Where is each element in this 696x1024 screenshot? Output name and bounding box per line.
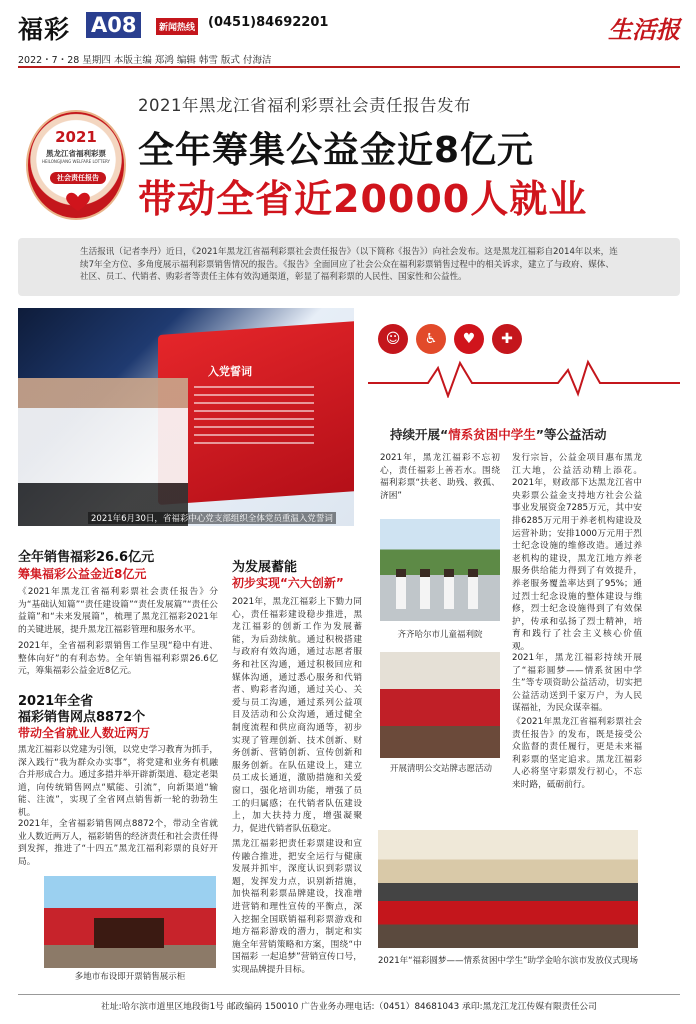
- volunteer-activity-photo: [380, 652, 500, 758]
- childrens-welfare-photo: [380, 519, 500, 621]
- left-heading-1: 全年销售福彩26.6亿元: [18, 550, 155, 565]
- right-section-title: [390, 425, 606, 443]
- volunteer-photo-caption: 开展清明公交站牌志愿活动: [389, 764, 492, 774]
- headline-subtitle: 2021年黑龙江省福利彩票社会责任报告发布: [138, 96, 471, 115]
- elderly-care-icon: ☺: [378, 324, 408, 354]
- mid-heading: 为发展蓄能: [232, 560, 298, 575]
- hotline-number: (0451)84692201: [208, 15, 329, 30]
- right-paragraph-1: 2021年，黑龙江福彩不忘初心，责任福彩上善若水。围绕福利彩票“扶老、助残、救孤、济困”: [380, 453, 500, 501]
- masthead-divider: [18, 66, 680, 68]
- shop-doorway: [94, 918, 164, 948]
- lottery-shop-photo: [44, 876, 216, 968]
- scholarship-ceremony-photo: [378, 830, 638, 948]
- oath-banner-title: 入党誓词: [208, 365, 252, 378]
- right-title-post: ”等公益活动: [535, 427, 607, 442]
- hotline-tag: 新闻热线: [156, 18, 198, 35]
- mid-paragraph-2: 黑龙江福彩把责任彩票建设和宣传融合推进，把安全运行与健康发展并抓牢，深度认识到彩票议题，发挥发力点，识别新措施，加快福利彩票品牌建设，找准增进营销和理性宣传的平衡点，深入挖掘全国联销福利彩票游戏和地方福彩游戏的潜力，制定和实施全年营销策略和方案，围绕“中国福彩 一起追梦”营销宣传口号，实现品牌提升目标。: [232, 839, 362, 975]
- report-emblem: [26, 110, 126, 220]
- newspaper-logo: 生活报: [608, 15, 680, 44]
- right-paragraph-3: 2021年，黑龙江福彩持续开展了“福彩圆梦——情系贫困中学生”等专项资助公益活动，切实把公益活动送到千家万户，为人民谋福祉，为民众谋幸福。: [512, 653, 642, 714]
- orphan-aid-icon: ♥: [454, 324, 484, 354]
- emblem-title: 黑龙江省福利彩票: [46, 149, 106, 158]
- section-title: 福彩: [18, 15, 71, 44]
- left-paragraph-2: 2021年，全省福利彩票销售工作呈现“稳中有进、整体向好”的有利态势。全年销售福利彩票26.6亿元，筹集福彩公益金近8亿元。: [18, 641, 218, 677]
- dancer-figure: [396, 569, 406, 609]
- masthead: [18, 10, 680, 44]
- heart-icon: [62, 192, 94, 212]
- headline-main: 全年筹集公益金近8亿元: [138, 130, 535, 171]
- emblem-year: 2021: [55, 128, 97, 146]
- dancer-figure: [468, 569, 478, 609]
- disability-aid-icon: ♿: [416, 324, 446, 354]
- dancer-figure: [420, 569, 430, 609]
- left-paragraph-1: 《2021年黑龙江省福利彩票社会责任报告》分为“基础认知篇”“责任建设篇”“责任发展篇”“责任公益篇”和“未来发展篇”，梳理了黑龙江福彩2021年的关键进展，提升黑龙江福彩管理和服务水平。: [18, 587, 218, 635]
- ceremony-photo-caption: 2021年“福彩圆梦——情系贫困中学生”助学金哈尔滨市发放仪式现场: [378, 956, 638, 966]
- left-heading-1-red: 筹集福彩公益金近8亿元: [18, 567, 147, 581]
- charity-icons-strip: [368, 308, 680, 400]
- emblem-subtitle: 社会责任报告: [50, 172, 106, 184]
- shop-photo-caption: 多地市布设即开票销售展示柜: [74, 972, 186, 982]
- left-paragraph-4: 2021年，全省福彩销售网点8872个，带动全省就业人数近两万人，福彩销售的经济责任和社会责任得到发挥，推进了“十四五”黑龙江福利彩票的良好开局。: [18, 819, 218, 867]
- right-title-pre: 持续开展“: [390, 427, 449, 442]
- footer-divider: [18, 994, 680, 995]
- page-footer: 社址:哈尔滨市道里区地段街1号 邮政编码 150010 广告业务办理电话:（0451）84681043 承印:黑龙江龙江传媒有限责任公司: [101, 1002, 597, 1012]
- issue-info: 2022・7・28 星期四 本版主编 郑鸿 编辑 韩雪 版式 付海洁: [18, 55, 272, 66]
- dance-photo-caption: 齐齐哈尔市儿童福利院: [397, 630, 483, 640]
- right-title-highlight: 情系贫困中学生: [448, 427, 536, 442]
- party-members-group: [18, 378, 188, 526]
- intro-paragraph: 生活报讯（记者李丹）近日，《2021年黑龙江省福利彩票社会责任报告》（以下简称《报告》）向社会发布。这是黑龙江福彩自2014年以来，连续7年全方位、多角度展示福利彩票销售情况的报告。《报告》全面回应了社会公众在福利彩票销售过程中的相关诉求，建立了与政府、媒体、社区、员工、代销者、购彩者等责任主体有效沟通渠道，彰显了福利彩票的人民性、国家性和公益性。: [18, 238, 680, 296]
- party-oath-photo: [18, 308, 354, 526]
- left-heading-2b: 福彩销售网点8872个: [18, 710, 146, 725]
- poverty-aid-icon: ✚: [492, 324, 522, 354]
- mid-heading-red: 初步实现“六大创新”: [232, 576, 344, 590]
- left-heading-2-red: 带动全省就业人数近两万: [18, 726, 151, 740]
- left-heading-2a: 2021年全省: [18, 694, 94, 709]
- party-oath-caption: 2021年6月30日，省福彩中心党支部组织全体党员重温入党誓词: [88, 512, 336, 524]
- right-paragraph-2: 发行宗旨，公益金项目惠布黑龙江大地，公益活动精上添花。2021年，财政部下达黑龙江省中央彩票公益金支持地方社会公益事业发展资金7285万元，其中安排6285万元用于养老机构建设及运营补助；安排1000万元用于烈士纪念设施的维修改造。通过养老机构的建设，黑龙江地方养老服务供给能力得到了有效提升，养老服务覆盖率达到了95%；通过烈士纪念设施的整体建设与维修，烈士纪念设施得到了有效保护，传承和弘扬了烈士精神，培育和践行了社会主义核心价值观。: [512, 453, 642, 652]
- right-paragraph-4: 《2021年黑龙江省福利彩票社会责任报告》的发布，既是接受公众监督的责任履行，更是未来福利彩票的坚定追求。黑龙江福彩人必将坚守彩票发行初心，不忘来时路，砥砺前行。: [512, 717, 642, 790]
- left-paragraph-3: 黑龙江福彩以党建为引领，以党史学习教育为抓手，深入践行“我为群众办实事”，将党建和业务有机融合并形成合力。通过多措并举开辟新渠道、稳定老渠道，向传统销售网点“赋能、引流”，向新渠道“输能、注流”，实现了全省网点销售新一轮的勃勃生机。: [18, 745, 218, 818]
- oath-banner-text: [194, 386, 314, 446]
- mid-paragraph-1: 2021年，黑龙江福彩上下勠力同心，责任福彩建设稳步推进，黑龙江福彩的创新工作为发展蓄能，为后劲续航。通过积极搭建与政府有效沟通，通过志愿者服务和社区沟通，通过积极回应和媒体沟通，通过悉心服务和代销者、购彩者沟通，通过关心、关爱与员工沟通，通过系列公益项目及活动和公众沟通，通过健全制度流程和供应商沟通等，初步实现了管理创新、技术创新、财务创新、营销创新、宣传创新和服务创新。在队伍建设上，建立员工成长通道，激励措施和关爱窗口，强化培训功能，增强了员工的归属感；在代销者队伍建设上，加大扶持力度，增强凝聚力，促进代销者队伍稳定。: [232, 597, 362, 834]
- heartbeat-line-icon: [368, 358, 680, 398]
- dancer-figure: [444, 569, 454, 609]
- page-number: A08: [86, 12, 141, 38]
- headline-secondary: 带动全省近20000人就业: [138, 177, 588, 221]
- emblem-english: HEILONGJIANG WELFARE LOTTERY: [41, 159, 110, 164]
